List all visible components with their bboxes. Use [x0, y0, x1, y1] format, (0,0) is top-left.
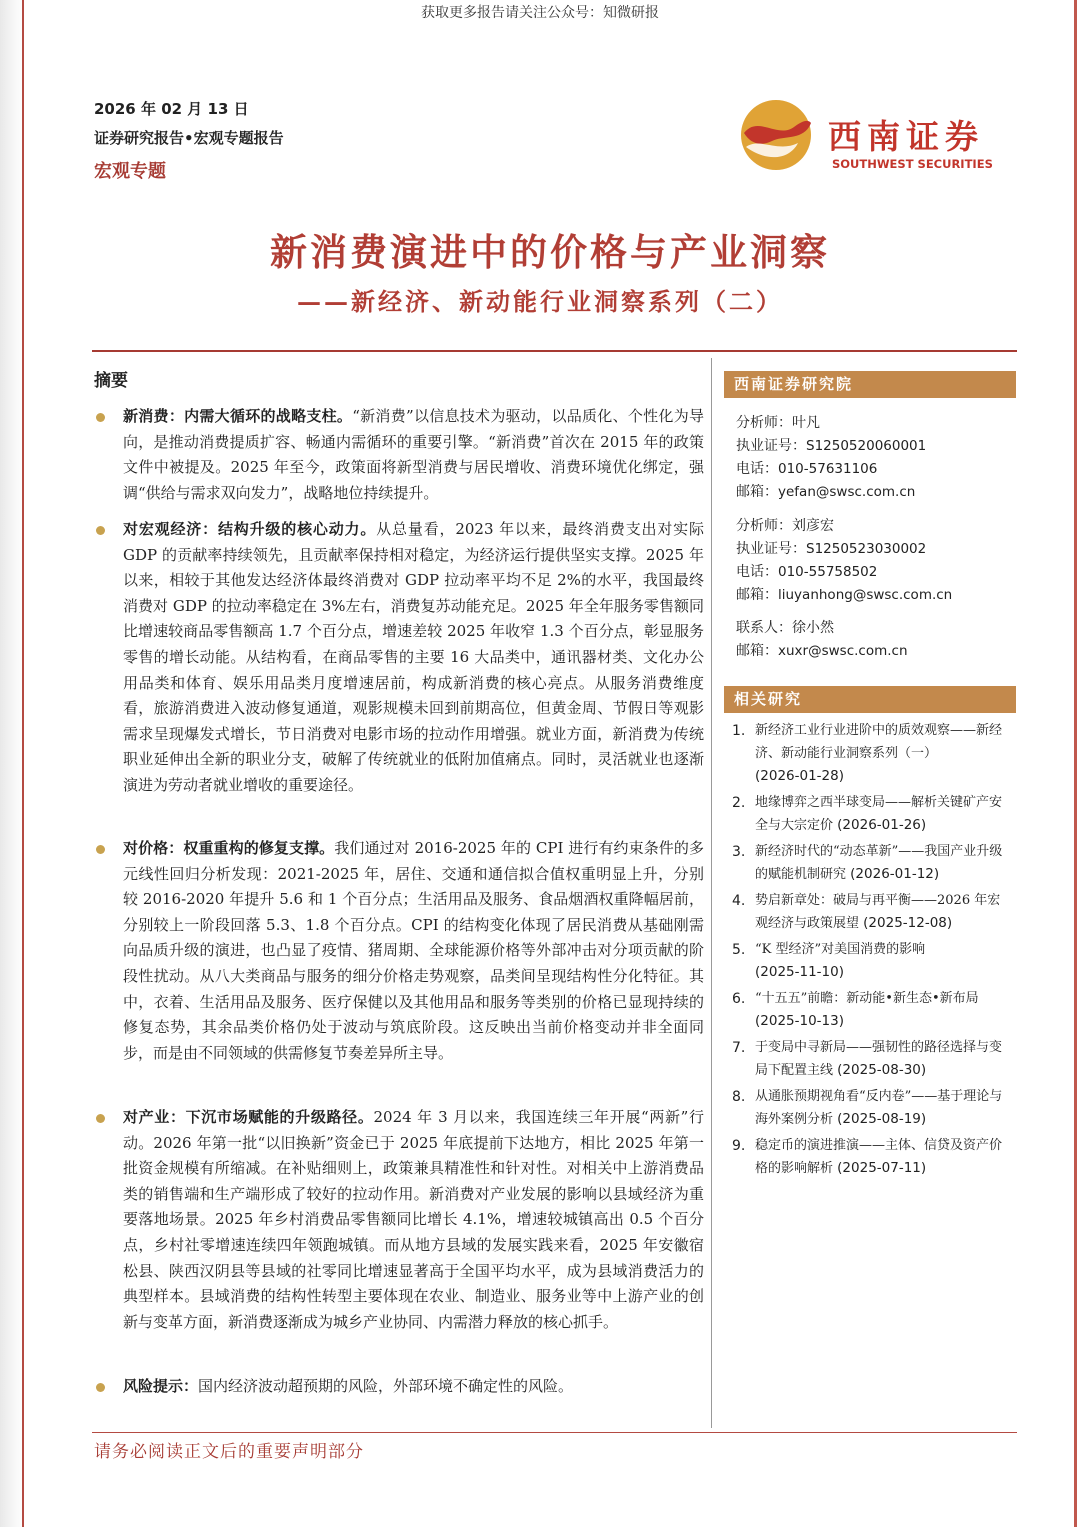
email-link[interactable]: xuxr@swsc.com.cn: [778, 643, 908, 659]
related-date: (2026-01-12): [850, 866, 940, 882]
abstract-bullet: [96, 1374, 704, 1400]
report-title: 新消费演进中的价格与产业洞察: [270, 230, 830, 274]
related-title: 稳定币的演进推演——主体、信贷及资产价格的影响解析: [755, 1137, 1003, 1176]
related-num: 2.: [732, 794, 746, 811]
related-item[interactable]: [732, 939, 1012, 985]
email-label: 邮箱：: [736, 643, 778, 659]
analyst-role: 分析师：: [736, 518, 792, 534]
email-link[interactable]: yefan@swsc.com.cn: [778, 484, 916, 500]
bullet-text: 2024 年 3 月以来，我国连续三年开展“两新”行动。2026 年第一批“以旧换新”资金已于 2025 年底提前下达地方，相比 2025 年第一批资金规模有所缩减。在补贴细则上，政策兼具精准性和针对性。对相关中上游消费品类的销售端和生产端形成了较好的拉动作用。新消费对产业发展的影响以县域经济为重要落地场景。2025 年乡村消费品零售额同比增长 4.1%，增速较城镇高出 0.5 个百分点，乡村社零增速连续四年领跑城镇。而从地方县域的发展实践来看，2025 年安徽宿松县、陕西汉阴县等县域的社零同比增速显著高于全国平均水平，成为县域消费活力的典型样本。县域消费的结构性转型主要体现在农业、制造业、服务业等中上游产业的创新与变革方面，新消费逐渐成为城乡产业协同、内需潜力释放的核心抓手。: [123, 1108, 704, 1331]
logo-name-cn: 西南证券: [828, 117, 984, 156]
related-num: 7.: [732, 1039, 746, 1056]
footer-disclaimer: 请务必阅读正文后的重要声明部分: [94, 1442, 364, 1462]
logo-mark-icon: [738, 97, 814, 173]
related-num: 5.: [732, 941, 746, 958]
related-num: 1.: [732, 723, 746, 739]
related-item[interactable]: [732, 841, 1012, 887]
cert-number: S1250523030002: [806, 541, 927, 557]
analyst-card: [736, 412, 926, 504]
related-item[interactable]: [732, 1037, 1012, 1083]
related-heading: 相关研究: [724, 686, 1016, 713]
related-item[interactable]: [732, 890, 1012, 936]
related-date: (2025-08-19): [837, 1111, 927, 1127]
column-divider: [711, 358, 712, 1428]
analyst-card: [736, 515, 952, 607]
contact-role: 联系人：: [736, 620, 792, 636]
abstract-bullet: [96, 1105, 704, 1335]
bullet-lead: 新消费：内需大循环的战略支柱。: [123, 407, 353, 425]
institute-heading: 西南证券研究院: [724, 371, 1016, 398]
bullet-dot-icon: [96, 845, 105, 854]
related-date: (2026-01-26): [837, 817, 927, 833]
related-title: 地缘博弈之西半球变局——解析关键矿产安全与大宗定价: [755, 794, 1003, 833]
related-item[interactable]: [732, 1086, 1012, 1132]
cert-label: 执业证号：: [736, 541, 806, 557]
phone-number: 010-57631106: [778, 461, 878, 477]
analyst-role: 分析师：: [736, 415, 792, 431]
bullet-dot-icon: [96, 526, 105, 535]
bullet-text: “新消费”以信息技术为驱动，以品质化、个性化为导向，是推动消费提质扩容、畅通内需循环的重要引擎。“新消费”首次在 2015 年的政策文件中被提及。2025 年至今，政策面将新型消费与居民增收、消费环境优化绑定，强调“供给与需求双向发力”，战略地位持续提升。: [123, 407, 704, 502]
abstract-bullet: [96, 836, 704, 1066]
header-divider: [92, 350, 1017, 352]
related-title: 新经济时代的“动态革新”——我国产业升级的赋能机制研究: [755, 843, 1003, 882]
email-label: 邮箱：: [736, 484, 778, 500]
bullet-text: 国内经济波动超预期的风险，外部环境不确定性的风险。: [198, 1377, 574, 1395]
cert-number: S1250520060001: [806, 438, 927, 454]
related-title: 从通胀预期视角看“反内卷”——基于理论与海外案例分析: [755, 1088, 1003, 1127]
report-date: 2026 年 02 月 13 日: [94, 100, 249, 118]
related-date: (2025-10-13): [755, 1013, 844, 1029]
related-date: (2025-11-10): [755, 964, 844, 980]
bullet-text: 我们通过对 2016-2025 年的 CPI 进行有约束条件的多元线性回归分析发现：2021-2025 年，居住、交通和通信拟合值权重明显上升，分别较 2016-2020 年提升 5.6 和 1 个百分点；生活用品及服务、食品烟酒权重降幅居前，分别较上一阶段回落 5.3、1.8 个百分点。CPI 的结构变化体现了居民消费从基础刚需向品质升级的演进，也凸显了疫情、猪周期、全球能源价格等外部冲击对分项贡献的阶段性扰动。从八大类商品与服务的细分价格走势观察，品类间呈现结构性分化特征。其中，衣着、生活用品及服务、医疗保健以及其他用品和服务等类别的价格已显现持续的修复态势，其余品类价格仍处于波动与筑底阶段。这反映出当前价格变动并非全面同步，而是由不同领域的供需修复节奏差异所主导。: [123, 839, 704, 1062]
related-num: 6.: [732, 990, 746, 1007]
footer-divider: [92, 1432, 1017, 1433]
logo-name-en: SOUTHWEST SECURITIES: [832, 157, 993, 171]
related-num: 9.: [732, 1137, 746, 1154]
contact-name: 徐小然: [792, 620, 834, 636]
report-subtitle: ——新经济、新动能行业洞察系列（二）: [297, 287, 783, 316]
phone-label: 电话：: [736, 461, 778, 477]
contact-card: [736, 617, 908, 663]
abstract-bullet: [96, 517, 704, 799]
abstract-bullet: [96, 404, 704, 506]
analyst-name: 刘彦宏: [792, 518, 834, 534]
related-title: “十五五”前瞻：新动能•新生态•新布局: [755, 990, 979, 1006]
related-item[interactable]: [732, 792, 1012, 838]
related-item[interactable]: [732, 1135, 1012, 1181]
bullet-lead: 风险提示：: [123, 1377, 199, 1395]
report-category: 宏观专题: [94, 161, 166, 182]
top-note: 获取更多报告请关注公众号：知微研报: [421, 5, 659, 21]
related-item[interactable]: [732, 988, 1012, 1034]
related-date: (2026-01-28): [755, 768, 844, 784]
cert-label: 执业证号：: [736, 438, 806, 454]
related-title: 新经济工业行业进阶中的质效观察——新经济、新动能行业洞察系列（一）: [755, 723, 1003, 761]
bullet-dot-icon: [96, 1114, 105, 1123]
related-title: 于变局中寻新局——强韧性的路径选择与变局下配置主线: [755, 1039, 1003, 1078]
related-num: 8.: [732, 1088, 746, 1105]
bullet-lead: 对宏观经济：结构升级的核心动力。: [123, 520, 377, 538]
bullet-text: 从总量看，2023 年以来，最终消费支出对实际 GDP 的贡献率持续领先，且贡献率保持相对稳定，为经济运行提供坚实支撑。2025 年以来，相较于其他发达经济体最终消费对 GDP 拉动率平均不足 2%的水平，我国最终消费对 GDP 的拉动率稳定在 3%左右，消费复苏动能充足。2025 年全年服务零售额同比增速较商品零售额高 1.7 个百分点，增速差较 2025 年收窄 1.3 个百分点，彰显服务零售的增长动能。从结构看，在商品零售的主要 16 大品类中，通讯器材类、文化办公用品类和体育、娱乐用品类月度增速居前，构成新消费的核心亮点。从服务消费维度看，旅游消费进入波动修复通道，观影规模未回到前期高位，但黄金周、节假日等观影需求呈现爆发式增长，节日消费对电影市场的拉动作用增强。就业方面，新消费为传统职业延伸出全新的职业分支，破解了传统就业的低附加值痛点。同时，灵活就业也逐渐演进为劳动者就业增收的重要途径。: [123, 520, 704, 794]
related-title: “K 型经济”对美国消费的影响: [755, 941, 926, 957]
bullet-dot-icon: [96, 1383, 105, 1392]
related-title: 势启新章处：破局与再平衡——2026 年宏观经济与政策展望: [755, 892, 1001, 931]
report-type: 证券研究报告•宏观专题报告: [94, 129, 284, 147]
related-num: 3.: [732, 843, 746, 860]
related-num: 4.: [732, 892, 746, 909]
email-link[interactable]: liuyanhong@swsc.com.cn: [778, 587, 953, 603]
related-date: (2025-12-08): [863, 915, 953, 931]
related-date: (2025-08-30): [837, 1062, 927, 1078]
bullet-lead: 对价格：权重重构的修复支撑。: [123, 839, 335, 857]
bullet-lead: 对产业：下沉市场赋能的升级路径。: [123, 1108, 374, 1126]
company-logo: [738, 97, 1008, 177]
bullet-dot-icon: [96, 413, 105, 422]
analyst-name: 叶凡: [792, 415, 820, 431]
email-label: 邮箱：: [736, 587, 778, 603]
phone-number: 010-55758502: [778, 564, 878, 580]
abstract-heading: 摘要: [94, 371, 128, 391]
phone-label: 电话：: [736, 564, 778, 580]
related-date: (2025-07-11): [837, 1160, 927, 1176]
related-item[interactable]: [732, 720, 1012, 789]
related-list: [732, 720, 1012, 1184]
